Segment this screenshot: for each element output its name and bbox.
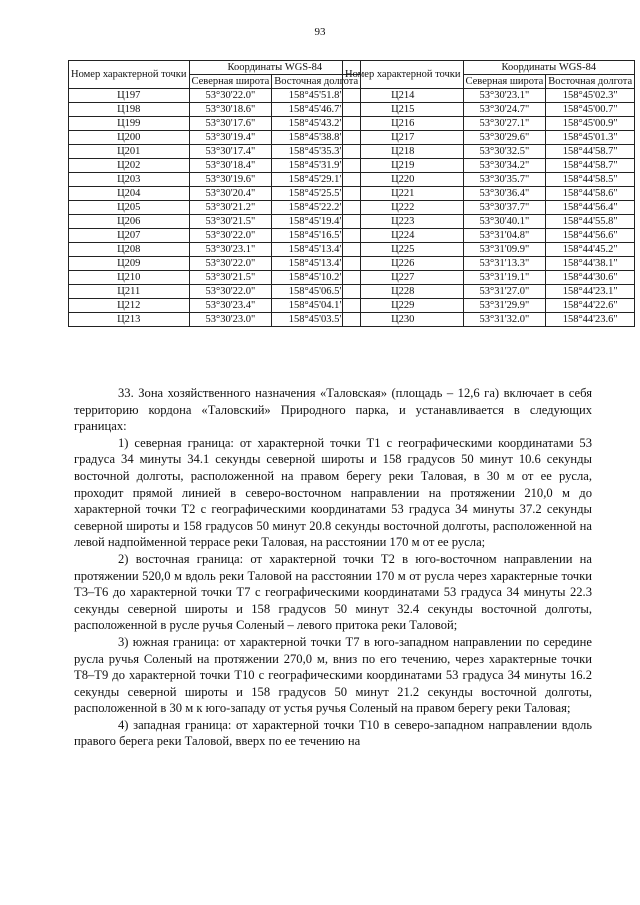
cell-longitude: 158°44'22.6"	[546, 299, 635, 313]
cell-longitude: 158°44'45.2"	[546, 243, 635, 257]
cell-latitude: 53°30'27.1"	[463, 117, 546, 131]
cell-point-id: Ц212	[69, 299, 190, 313]
cell-point-id: Ц218	[343, 145, 464, 159]
cell-latitude: 53°30'32.5"	[463, 145, 546, 159]
cell-longitude: 158°44'55.8"	[546, 215, 635, 229]
cell-point-id: Ц204	[69, 187, 190, 201]
cell-latitude: 53°30'40.1"	[463, 215, 546, 229]
cell-longitude: 158°45'25.5"	[272, 187, 361, 201]
table-row	[69, 159, 361, 173]
cell-longitude: 158°45'22.2"	[272, 201, 361, 215]
document-body	[74, 385, 592, 750]
cell-point-id: Ц202	[69, 159, 190, 173]
cell-longitude: 158°45'13.4"	[272, 257, 361, 271]
table-row	[343, 229, 635, 243]
cell-point-id: Ц229	[343, 299, 464, 313]
cell-latitude: 53°30'23.1"	[189, 243, 272, 257]
table-row	[343, 299, 635, 313]
table-row	[69, 103, 361, 117]
cell-latitude: 53°30'34.2"	[463, 159, 546, 173]
table-row	[69, 299, 361, 313]
cell-point-id: Ц214	[343, 89, 464, 103]
cell-latitude: 53°30'20.4"	[189, 187, 272, 201]
table-row	[69, 215, 361, 229]
table-row	[69, 187, 361, 201]
cell-longitude: 158°45'46.7"	[272, 103, 361, 117]
cell-longitude: 158°45'02.3"	[546, 89, 635, 103]
cell-longitude: 158°45'19.4"	[272, 215, 361, 229]
cell-longitude: 158°45'06.5"	[272, 285, 361, 299]
cell-longitude: 158°45'38.8"	[272, 131, 361, 145]
cell-latitude: 53°30'37.7"	[463, 201, 546, 215]
cell-point-id: Ц201	[69, 145, 190, 159]
cell-point-id: Ц224	[343, 229, 464, 243]
table-row	[69, 229, 361, 243]
coordinates-table-left	[68, 60, 361, 327]
header-latitude: Северная широта	[463, 75, 546, 89]
cell-latitude: 53°30'23.0"	[189, 313, 272, 327]
table-row	[343, 187, 635, 201]
table-row	[69, 89, 361, 103]
cell-point-id: Ц206	[69, 215, 190, 229]
table-row	[69, 131, 361, 145]
cell-longitude: 158°45'13.4"	[272, 243, 361, 257]
cell-longitude: 158°45'00.7"	[546, 103, 635, 117]
cell-latitude: 53°30'21.5"	[189, 215, 272, 229]
table-row	[69, 285, 361, 299]
cell-latitude: 53°30'22.0"	[189, 229, 272, 243]
cell-longitude: 158°44'56.4"	[546, 201, 635, 215]
table-row	[343, 271, 635, 285]
table-body-left	[69, 89, 361, 327]
cell-point-id: Ц203	[69, 173, 190, 187]
cell-latitude: 53°30'22.0"	[189, 285, 272, 299]
cell-latitude: 53°30'24.7"	[463, 103, 546, 117]
cell-latitude: 53°30'17.4"	[189, 145, 272, 159]
cell-longitude: 158°44'58.7"	[546, 145, 635, 159]
cell-longitude: 158°45'01.3"	[546, 131, 635, 145]
cell-latitude: 53°30'18.4"	[189, 159, 272, 173]
cell-longitude: 158°45'35.3"	[272, 145, 361, 159]
paragraph-west-border: 4) западная граница: от характерной точки Т10 в северо-западном направлении вдоль правого берега реки Таловой, вверх по ее течению на	[74, 717, 592, 749]
paragraph-north-border: 1) северная граница: от характерной точки Т1 с географическими координатами 53 градуса 34 минуты 34.1 секунды северной широты и 158 градусов 50 минут 10.6 секунды восточной долготы, расположенной на правом берегу реки Таловая, в 30 м от ее русла, проходит прямой линией в северо-восточном направлении на протяжении 210,0 м до характерной точки Т2 с географическими координатами 53 градуса 34 минуты 37.2 секунды северной широты и 158 градусов 50 минут 20.8 секунды восточной долготы, расположенной на левой надпойменной террасе реки Таловая, на расстоянии 170 м от ее русла;	[74, 435, 592, 550]
cell-longitude: 158°45'43.2"	[272, 117, 361, 131]
table-row	[343, 145, 635, 159]
cell-point-id: Ц227	[343, 271, 464, 285]
table-row	[343, 103, 635, 117]
cell-latitude: 53°30'23.4"	[189, 299, 272, 313]
cell-latitude: 53°31'29.9"	[463, 299, 546, 313]
cell-point-id: Ц228	[343, 285, 464, 299]
table-row	[343, 215, 635, 229]
cell-latitude: 53°31'27.0"	[463, 285, 546, 299]
header-coordinates: Координаты WGS-84	[189, 61, 361, 75]
cell-point-id: Ц219	[343, 159, 464, 173]
cell-point-id: Ц197	[69, 89, 190, 103]
cell-latitude: 53°30'19.4"	[189, 131, 272, 145]
cell-point-id: Ц205	[69, 201, 190, 215]
cell-point-id: Ц211	[69, 285, 190, 299]
cell-point-id: Ц210	[69, 271, 190, 285]
cell-longitude: 158°44'56.6"	[546, 229, 635, 243]
cell-latitude: 53°30'21.5"	[189, 271, 272, 285]
header-longitude: Восточная долгота	[272, 75, 361, 89]
cell-latitude: 53°30'21.2"	[189, 201, 272, 215]
cell-point-id: Ц207	[69, 229, 190, 243]
table-row	[343, 173, 635, 187]
cell-longitude: 158°44'23.6"	[546, 313, 635, 327]
cell-longitude: 158°45'00.9"	[546, 117, 635, 131]
table-row	[69, 313, 361, 327]
paragraph-zone-intro: 33. Зона хозяйственного назначения «Таловская» (площадь – 12,6 га) включает в себя территорию кордона «Таловский» Природного парка, и устанавливается в следующих границах:	[74, 386, 592, 434]
table-body-right	[343, 89, 635, 327]
table-row	[69, 257, 361, 271]
table-row	[343, 285, 635, 299]
cell-point-id: Ц225	[343, 243, 464, 257]
table-row	[343, 131, 635, 145]
cell-point-id: Ц220	[343, 173, 464, 187]
cell-longitude: 158°45'16.5"	[272, 229, 361, 243]
cell-point-id: Ц223	[343, 215, 464, 229]
table-row	[343, 89, 635, 103]
cell-point-id: Ц215	[343, 103, 464, 117]
table-row	[343, 243, 635, 257]
table-row	[69, 201, 361, 215]
table-row	[69, 145, 361, 159]
cell-latitude: 53°30'18.6"	[189, 103, 272, 117]
cell-point-id: Ц199	[69, 117, 190, 131]
table-row	[343, 117, 635, 131]
header-point-number: Номер характерной точки	[69, 61, 190, 89]
coordinates-table-right	[342, 60, 635, 327]
table-row	[69, 243, 361, 257]
cell-latitude: 53°31'19.1"	[463, 271, 546, 285]
cell-latitude: 53°31'09.9"	[463, 243, 546, 257]
table-row	[69, 271, 361, 285]
cell-point-id: Ц217	[343, 131, 464, 145]
cell-longitude: 158°45'29.1"	[272, 173, 361, 187]
cell-latitude: 53°30'17.6"	[189, 117, 272, 131]
cell-longitude: 158°44'58.5"	[546, 173, 635, 187]
cell-longitude: 158°45'51.8"	[272, 89, 361, 103]
header-longitude: Восточная долгота	[546, 75, 635, 89]
table-row	[343, 159, 635, 173]
cell-longitude: 158°44'38.1"	[546, 257, 635, 271]
cell-latitude: 53°30'22.0"	[189, 257, 272, 271]
paragraph-east-border: 2) восточная граница: от характерной точки Т2 в юго-восточном направлении на протяжении 520,0 м вдоль реки Таловой на расстоянии 170 м от русла через характерные точки Т3–Т6 до характерной точки Т7 с географическими координатами 53 градуса 34 минуты 22.3 секунды северной широты и 158 градусов 50 минут 32.4 секунды восточной долготы, расположенной в русле ручья Соленый – левого притока реки Таловой;	[74, 551, 592, 633]
cell-longitude: 158°45'10.2"	[272, 271, 361, 285]
cell-latitude: 53°31'13.3"	[463, 257, 546, 271]
cell-point-id: Ц230	[343, 313, 464, 327]
page-number: 93	[314, 26, 326, 38]
cell-latitude: 53°30'23.1"	[463, 89, 546, 103]
cell-latitude: 53°30'22.0"	[189, 89, 272, 103]
cell-longitude: 158°45'03.5"	[272, 313, 361, 327]
cell-point-id: Ц208	[69, 243, 190, 257]
header-point-number: Номер характерной точки	[343, 61, 464, 89]
cell-point-id: Ц226	[343, 257, 464, 271]
cell-latitude: 53°30'19.6"	[189, 173, 272, 187]
header-latitude: Северная широта	[189, 75, 272, 89]
table-row	[69, 173, 361, 187]
paragraph-south-border: 3) южная граница: от характерной точки Т7 в юго-западном направлении по середине русла ручья Соленый на протяжении 270,0 м, вниз по его течению, через характерные точки Т8–Т9 до характерной точки Т10 с географическими координатами 53 градуса 34 минуты 16.2 секунды северной широты и 158 градусов 50 минут 21.2 секунды восточной долготы, расположенной в 30 м к юго-западу от устья ручья Соленый на правом берегу реки Таловая;	[74, 634, 592, 716]
cell-longitude: 158°44'30.6"	[546, 271, 635, 285]
cell-point-id: Ц222	[343, 201, 464, 215]
cell-longitude: 158°44'58.7"	[546, 159, 635, 173]
header-coordinates: Координаты WGS-84	[463, 61, 635, 75]
cell-latitude: 53°31'32.0"	[463, 313, 546, 327]
cell-point-id: Ц221	[343, 187, 464, 201]
table-row	[69, 117, 361, 131]
table-row	[343, 313, 635, 327]
cell-longitude: 158°45'31.9"	[272, 159, 361, 173]
table-row	[343, 201, 635, 215]
cell-point-id: Ц213	[69, 313, 190, 327]
table-row	[343, 257, 635, 271]
cell-latitude: 53°30'36.4"	[463, 187, 546, 201]
cell-point-id: Ц200	[69, 131, 190, 145]
cell-latitude: 53°30'29.6"	[463, 131, 546, 145]
cell-point-id: Ц216	[343, 117, 464, 131]
cell-latitude: 53°30'35.7"	[463, 173, 546, 187]
cell-longitude: 158°44'23.1"	[546, 285, 635, 299]
cell-longitude: 158°44'58.6"	[546, 187, 635, 201]
cell-longitude: 158°45'04.1"	[272, 299, 361, 313]
cell-point-id: Ц209	[69, 257, 190, 271]
cell-point-id: Ц198	[69, 103, 190, 117]
cell-latitude: 53°31'04.8"	[463, 229, 546, 243]
